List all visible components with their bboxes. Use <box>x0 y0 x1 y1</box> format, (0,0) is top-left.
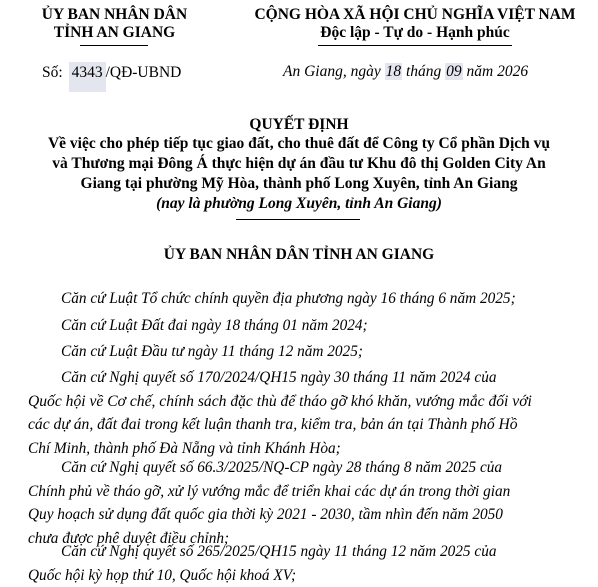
document-number-suffix: /QĐ-UBND <box>106 64 182 81</box>
legal-basis-line: Căn cứ Luật Tổ chức chính quyền địa phương ngày 16 tháng 6 năm 2025; <box>28 287 568 311</box>
legal-basis-line: Căn cứ Nghị quyết số 265/2025/QH15 ngày 11 tháng 12 năm 2025 của <box>28 540 568 564</box>
legal-basis-2 <box>28 314 568 338</box>
issuer-name: ỦY BAN NHÂN DÂN <box>12 6 217 24</box>
issuer-province: TỈNH AN GIANG <box>12 24 217 42</box>
legal-basis-line: các dự án, đất đai trong kết luận thanh tra, kiểm tra, bản án tại Thành phố Hồ <box>28 413 568 437</box>
legal-basis-6 <box>28 540 568 587</box>
legal-basis-line: Quốc hội kỳ họp thứ 10, Quốc hội khoá XV; <box>28 564 568 587</box>
legal-basis-line: Chí Minh, thành phố Đà Nẵng và tỉnh Khánh Hòa; <box>28 437 568 461</box>
decision-subject-line-1: Về việc cho phép tiếp tục giao đất, cho thuê đất để Công ty Cổ phần Dịch vụ <box>0 135 598 153</box>
decision-subject-line-3: Giang tại phường Mỹ Hòa, thành phố Long Xuyên, tỉnh An Giang <box>0 175 598 193</box>
issuer-underline <box>80 45 148 46</box>
document-number <box>42 62 181 92</box>
national-motto: Độc lập - Tự do - Hạnh phúc <box>240 24 590 42</box>
legal-basis-1 <box>28 287 568 311</box>
issuing-authority: ỦY BAN NHÂN DÂN TỈNH AN GIANG <box>0 246 598 264</box>
legal-basis-4 <box>28 366 568 460</box>
legal-basis-line: Căn cứ Nghị quyết số 170/2024/QH15 ngày 30 tháng 11 năm 2024 của <box>28 366 568 390</box>
legal-basis-line: Căn cứ Luật Đất đai ngày 18 tháng 01 năm 2024; <box>28 314 568 338</box>
date-day: 18 <box>385 63 403 80</box>
legal-basis-line: Quy hoạch sử dụng đất quốc gia thời kỳ 2021 - 2030, tầm nhìn đến năm 2050 <box>28 503 568 527</box>
decision-subject-line-4: (nay là phường Long Xuyên, tỉnh An Giang) <box>0 195 598 213</box>
date-year: năm 2026 <box>467 63 529 80</box>
motto-underline <box>318 45 512 46</box>
document-number-value: 4343 <box>69 62 106 92</box>
document-number-prefix: Số: <box>42 64 63 81</box>
date-prefix: An Giang, ngày <box>283 63 381 80</box>
legal-basis-line: Căn cứ Luật Đầu tư ngày 11 tháng 12 năm 2025; <box>28 340 568 364</box>
date-month-word: tháng <box>406 63 441 80</box>
legal-basis-line: Quốc hội về Cơ chế, chính sách đặc thù để tháo gỡ khó khăn, vướng mắc đối với <box>28 390 568 414</box>
legal-basis-line: Chính phủ về tháo gỡ, xử lý vướng mắc để triển khai các dự án trong thời gian <box>28 480 568 504</box>
national-title: CỘNG HÒA XÃ HỘI CHỦ NGHĨA VIỆT NAM <box>240 6 590 24</box>
legal-basis-5 <box>28 456 568 550</box>
title-underline <box>236 219 360 220</box>
legal-basis-3 <box>28 340 568 364</box>
decision-subject-line-2: và Thương mại Đông Á thực hiện dự án đầu tư Khu đô thị Golden City An <box>0 155 598 173</box>
date-month: 09 <box>445 63 463 80</box>
legal-basis-line: chưa được phê duyệt điều chỉnh; <box>28 527 568 551</box>
legal-basis-line: Căn cứ Nghị quyết số 66.3/2025/NQ-CP ngày 28 tháng 8 năm 2025 của <box>28 456 568 480</box>
document-date <box>283 63 528 81</box>
decision-heading: QUYẾT ĐỊNH <box>0 116 598 134</box>
